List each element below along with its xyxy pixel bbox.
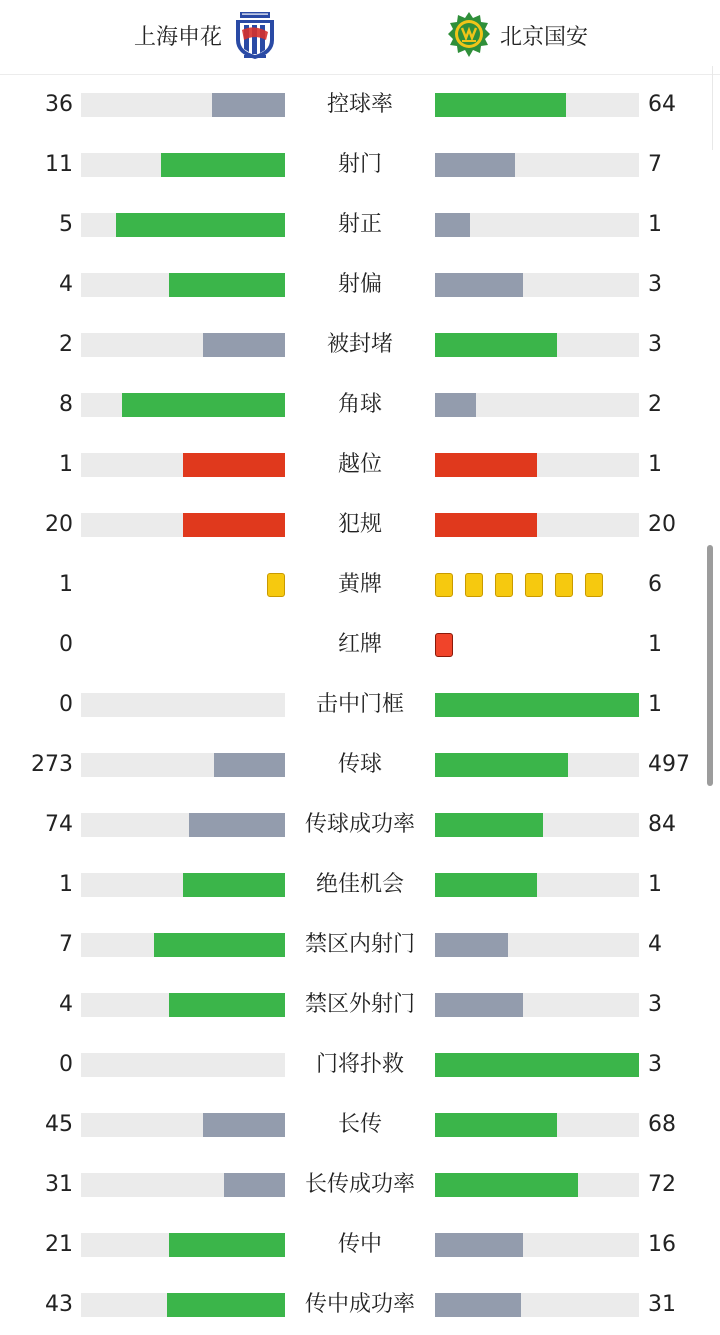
home-value: 11	[45, 152, 73, 177]
stat-label: 犯规	[337, 512, 382, 537]
away-bar-fill	[435, 1233, 523, 1257]
away-bar-track	[435, 1293, 639, 1317]
home-bar-track	[81, 1113, 285, 1137]
home-bar-fill	[183, 513, 285, 537]
home-bar-fill	[161, 153, 285, 177]
yellow-card-icon	[435, 573, 453, 597]
home-bar-fill	[116, 213, 285, 237]
stat-row[interactable]	[0, 735, 720, 795]
home-value: 5	[59, 212, 73, 237]
away-bar-fill	[435, 1293, 521, 1317]
away-value: 72	[648, 1172, 676, 1197]
stat-label: 传中成功率	[304, 1292, 415, 1317]
stat-label: 红牌	[337, 632, 382, 657]
stat-label: 射偏	[337, 272, 382, 297]
home-bar-fill	[169, 1233, 285, 1257]
stat-row[interactable]	[0, 1035, 720, 1095]
home-value: 4	[59, 272, 73, 297]
home-value: 45	[45, 1112, 73, 1137]
stat-row[interactable]	[0, 315, 720, 375]
away-bar-track	[435, 813, 639, 837]
stat-row[interactable]	[0, 915, 720, 975]
stat-row[interactable]	[0, 375, 720, 435]
home-bar-fill	[183, 873, 285, 897]
stat-label: 长传	[337, 1112, 382, 1137]
away-bar-track	[435, 93, 639, 117]
away-value: 7	[648, 152, 662, 177]
home-value: 0	[59, 1052, 73, 1077]
away-value: 3	[648, 992, 662, 1017]
home-bar-track	[81, 813, 285, 837]
home-value: 74	[45, 812, 73, 837]
away-bar-track	[435, 393, 639, 417]
away-bar-track	[435, 1053, 639, 1077]
stat-row[interactable]	[0, 615, 720, 675]
home-bar-fill	[203, 333, 285, 357]
away-bar-fill	[435, 153, 515, 177]
away-bar-fill	[435, 213, 470, 237]
stat-row[interactable]	[0, 255, 720, 315]
home-bar-track	[81, 393, 285, 417]
yellow-card-icon	[495, 573, 513, 597]
yellow-card-icon	[585, 573, 603, 597]
home-value: 31	[45, 1172, 73, 1197]
home-bar-track	[81, 1233, 285, 1257]
away-bar-track	[435, 513, 639, 537]
guoan-crest-icon	[446, 10, 492, 60]
stat-row[interactable]	[0, 1095, 720, 1155]
yellow-card-icon	[267, 573, 285, 597]
away-bar-fill	[435, 393, 476, 417]
away-value: 3	[648, 272, 662, 297]
home-bar-track	[81, 993, 285, 1017]
home-value: 7	[59, 932, 73, 957]
stat-row[interactable]	[0, 135, 720, 195]
home-bar-track	[81, 1053, 285, 1077]
home-value: 0	[59, 692, 73, 717]
stat-row[interactable]	[0, 495, 720, 555]
home-value: 43	[45, 1292, 73, 1317]
stat-label: 绝佳机会	[315, 872, 404, 897]
stat-row[interactable]	[0, 855, 720, 915]
away-bar-fill	[435, 753, 568, 777]
stat-label: 击中门框	[315, 692, 404, 717]
away-value: 64	[648, 92, 676, 117]
away-bar-fill	[435, 873, 537, 897]
home-bar-track	[81, 213, 285, 237]
away-value: 4	[648, 932, 662, 957]
away-bar-track	[435, 1113, 639, 1137]
stat-row[interactable]	[0, 1155, 720, 1215]
stat-label: 传中	[337, 1232, 382, 1257]
home-bar-fill	[169, 273, 285, 297]
stat-label: 射正	[337, 212, 382, 237]
stat-row[interactable]	[0, 195, 720, 255]
away-value: 497	[648, 752, 690, 777]
away-bar-track	[435, 993, 639, 1017]
away-bar-track	[435, 1173, 639, 1197]
home-bar-fill	[189, 813, 285, 837]
away-bar-track	[435, 873, 639, 897]
yellow-card-icon	[525, 573, 543, 597]
home-bar-track	[81, 93, 285, 117]
stat-label: 角球	[337, 392, 382, 417]
home-bar-fill	[214, 753, 285, 777]
away-value: 20	[648, 512, 676, 537]
away-bar-fill	[435, 273, 523, 297]
yellow-card-icon	[465, 573, 483, 597]
away-bar-fill	[435, 993, 523, 1017]
home-value: 2	[59, 332, 73, 357]
away-bar-track	[435, 213, 639, 237]
home-bar-fill	[183, 453, 285, 477]
away-value: 2	[648, 392, 662, 417]
stat-label: 控球率	[326, 92, 393, 117]
stat-row[interactable]	[0, 1275, 720, 1335]
away-bar-fill	[435, 453, 537, 477]
stat-label: 禁区外射门	[304, 992, 415, 1017]
away-value: 84	[648, 812, 676, 837]
shenhua-crest-icon	[232, 10, 278, 60]
home-bar-track	[81, 153, 285, 177]
home-bar-fill	[167, 1293, 285, 1317]
home-bar-fill	[122, 393, 285, 417]
away-bar-track	[435, 333, 639, 357]
away-value: 1	[648, 212, 662, 237]
home-value: 273	[31, 752, 73, 777]
home-bar-fill	[212, 93, 285, 117]
stat-label: 被封堵	[326, 332, 393, 357]
stat-label: 黄牌	[337, 572, 382, 597]
away-bar-track	[435, 933, 639, 957]
home-bar-track	[81, 693, 285, 717]
away-bar-fill	[435, 1053, 639, 1077]
home-team-name: 上海申花	[134, 24, 223, 50]
home-bar-track	[81, 873, 285, 897]
away-bar-track	[435, 153, 639, 177]
stat-row[interactable]	[0, 795, 720, 855]
away-bar-fill	[435, 813, 543, 837]
away-value: 16	[648, 1232, 676, 1257]
home-bar-track	[81, 1173, 285, 1197]
home-value: 21	[45, 1232, 73, 1257]
away-value: 68	[648, 1112, 676, 1137]
stat-row[interactable]	[0, 435, 720, 495]
home-bar-fill	[224, 1173, 285, 1197]
home-value: 1	[59, 572, 73, 597]
home-bar-track	[81, 753, 285, 777]
home-bar-fill	[154, 933, 285, 957]
stat-label: 禁区内射门	[304, 932, 415, 957]
away-value: 6	[648, 572, 662, 597]
away-bar-track	[435, 693, 639, 717]
stat-label: 传球成功率	[304, 812, 415, 837]
home-value: 0	[59, 632, 73, 657]
stat-row[interactable]	[0, 555, 720, 615]
away-value: 1	[648, 632, 662, 657]
stat-row[interactable]	[0, 75, 720, 135]
home-bar-track	[81, 933, 285, 957]
home-value: 1	[59, 872, 73, 897]
stat-row[interactable]	[0, 975, 720, 1035]
away-value: 31	[648, 1292, 676, 1317]
red-card-icon	[435, 633, 453, 657]
away-value: 1	[648, 692, 662, 717]
away-bar-fill	[435, 513, 537, 537]
stat-label: 越位	[337, 452, 382, 477]
away-value: 3	[648, 332, 662, 357]
home-bar-track	[81, 453, 285, 477]
home-value: 8	[59, 392, 73, 417]
home-value: 36	[45, 92, 73, 117]
stat-label: 门将扑救	[315, 1052, 404, 1077]
away-bar-fill	[435, 333, 557, 357]
away-bar-fill	[435, 1113, 557, 1137]
stat-label: 长传成功率	[304, 1172, 415, 1197]
home-value: 20	[45, 512, 73, 537]
home-bar-track	[81, 333, 285, 357]
away-bar-fill	[435, 933, 508, 957]
home-bar-track	[81, 513, 285, 537]
away-value: 3	[648, 1052, 662, 1077]
away-value: 1	[648, 872, 662, 897]
away-bar-fill	[435, 93, 566, 117]
match-header	[0, 0, 720, 75]
stat-label: 传球	[337, 752, 382, 777]
stat-label: 射门	[337, 152, 382, 177]
away-bar-track	[435, 273, 639, 297]
away-bar-fill	[435, 1173, 578, 1197]
stat-row[interactable]	[0, 675, 720, 735]
home-bar-fill	[203, 1113, 285, 1137]
home-bar-track	[81, 1293, 285, 1317]
away-bar-track	[435, 453, 639, 477]
home-bar-fill	[169, 993, 285, 1017]
home-value: 1	[59, 452, 73, 477]
away-bar-track	[435, 1233, 639, 1257]
away-bar-track	[435, 753, 639, 777]
stat-row[interactable]	[0, 1215, 720, 1275]
away-bar-fill	[435, 693, 639, 717]
scrollbar-thumb[interactable]	[707, 545, 713, 786]
home-bar-track	[81, 273, 285, 297]
away-team[interactable]	[446, 10, 588, 60]
yellow-card-icon	[555, 573, 573, 597]
away-value: 1	[648, 452, 662, 477]
home-value: 4	[59, 992, 73, 1017]
home-team[interactable]	[134, 10, 278, 60]
away-team-name: 北京国安	[500, 24, 589, 50]
